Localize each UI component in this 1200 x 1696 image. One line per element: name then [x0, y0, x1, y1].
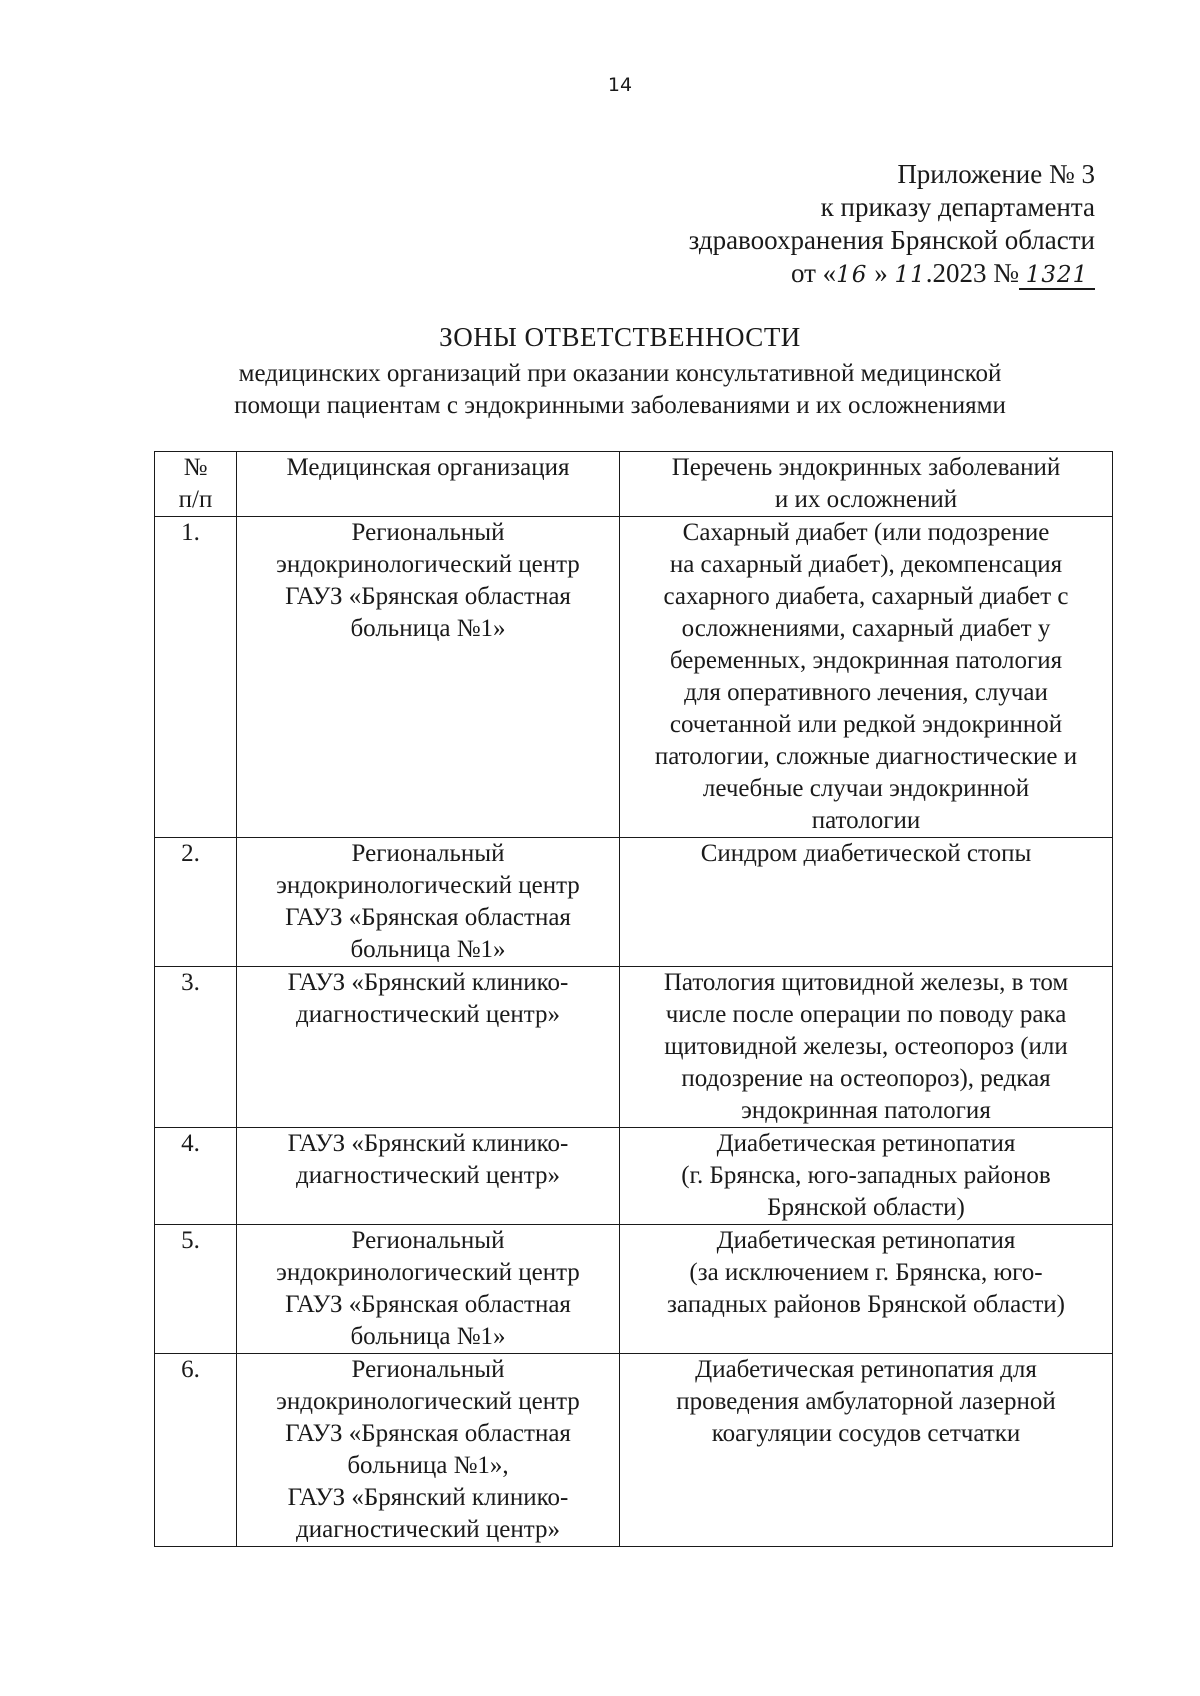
org-line: больница №1» — [350, 615, 506, 642]
row-disease-list — [620, 838, 1113, 967]
list-line: (г. Брянска, юго-западных районов — [681, 1162, 1051, 1189]
header-organization — [237, 452, 620, 517]
row-disease-list — [620, 1354, 1113, 1547]
appendix-title: Приложение № 3 — [897, 159, 1095, 189]
subtitle-line-1: медицинских организаций при оказании консультативной медицинской — [238, 360, 1002, 387]
org-line: ГАУЗ «Брянский клинико- — [287, 1484, 569, 1511]
date-month-handwritten: 11 — [894, 262, 926, 288]
row-number: 3. — [155, 967, 237, 1128]
date-day-handwritten: 16 — [836, 262, 868, 288]
row-number: 4. — [155, 1128, 237, 1225]
org-line: эндокринологический центр — [276, 551, 580, 578]
header-disease-list — [620, 452, 1113, 517]
table-row — [155, 1354, 1113, 1547]
org-line: ГАУЗ «Брянский клинико- — [287, 969, 569, 996]
appendix-order-ref: к приказу департамента — [820, 192, 1095, 222]
list-line: для оперативного лечения, случаи — [684, 679, 1048, 706]
row-organization — [237, 1225, 620, 1354]
header-number — [155, 452, 237, 517]
date-year: .2023 № — [925, 258, 1019, 288]
list-line: Диабетическая ретинопатия — [716, 1227, 1016, 1254]
table-row — [155, 967, 1113, 1128]
appendix-header — [689, 158, 1095, 292]
list-line: (за исключением г. Брянска, юго- — [689, 1259, 1043, 1286]
org-line: эндокринологический центр — [276, 1388, 580, 1415]
header-number-line-1: № — [183, 454, 208, 481]
org-line: ГАУЗ «Брянская областная — [285, 1291, 571, 1318]
list-line: западных районов Брянской области) — [667, 1291, 1065, 1318]
subtitle-line-2: помощи пациентам с эндокринными заболеваниями и их осложнениями — [234, 392, 1006, 419]
list-line: Диабетическая ретинопатия для — [695, 1356, 1037, 1383]
org-line: Региональный — [351, 519, 505, 546]
row-organization — [237, 517, 620, 838]
row-number: 2. — [155, 838, 237, 967]
order-number-handwritten: 1321 — [1019, 262, 1095, 290]
header-organization-text: Медицинская организация — [286, 454, 570, 481]
list-line: беременных, эндокринная патология — [669, 647, 1063, 674]
row-disease-list — [620, 1225, 1113, 1354]
row-disease-list — [620, 517, 1113, 838]
list-line: эндокринная патология — [741, 1097, 991, 1124]
header-number-line-2: п/п — [178, 486, 213, 513]
row-organization — [237, 1128, 620, 1225]
list-line: подозрение на остеопороз), редкая — [681, 1065, 1051, 1092]
list-line: Сахарный диабет (или подозрение — [682, 519, 1050, 546]
org-line: диагностический центр» — [296, 1516, 560, 1543]
org-line: эндокринологический центр — [276, 872, 580, 899]
org-line: больница №1» — [350, 1323, 506, 1350]
row-number: 6. — [155, 1354, 237, 1547]
table-row — [155, 517, 1113, 838]
table-header-row — [155, 452, 1113, 517]
list-line: на сахарный диабет), декомпенсация — [669, 551, 1063, 578]
table-row — [155, 838, 1113, 967]
list-line: патологии, сложные диагностические и — [654, 743, 1078, 770]
list-line: патологии — [811, 807, 921, 834]
date-prefix: от « — [790, 258, 837, 288]
row-organization — [237, 838, 620, 967]
org-line: эндокринологический центр — [276, 1259, 580, 1286]
org-line: ГАУЗ «Брянская областная — [285, 1420, 571, 1447]
row-disease-list — [620, 1128, 1113, 1225]
table-row — [155, 1225, 1113, 1354]
org-line: ГАУЗ «Брянская областная — [285, 904, 571, 931]
list-line: коагуляции сосудов сетчатки — [711, 1420, 1021, 1447]
row-number: 5. — [155, 1225, 237, 1354]
list-line: сахарного диабета, сахарный диабет с — [663, 583, 1069, 610]
org-line: ГАУЗ «Брянский клинико- — [287, 1130, 569, 1157]
org-line: больница №1», — [347, 1452, 509, 1479]
row-organization — [237, 1354, 620, 1547]
org-line: диагностический центр» — [296, 1162, 560, 1189]
org-line: диагностический центр» — [296, 1001, 560, 1028]
row-number: 1. — [155, 517, 237, 838]
document-title: ЗОНЫ ОТВЕТСТВЕННОСТИ — [439, 322, 801, 352]
list-line: Брянской области) — [767, 1194, 965, 1221]
responsibility-table — [154, 451, 1113, 1547]
org-line: больница №1» — [350, 936, 506, 963]
page-number: 14 — [607, 74, 633, 96]
header-disease-list-line-1: Перечень эндокринных заболеваний — [671, 454, 1061, 481]
document-subtitle — [0, 358, 1200, 422]
list-line: проведения амбулаторной лазерной — [676, 1388, 1056, 1415]
list-line: числе после операции по поводу рака — [665, 1001, 1067, 1028]
list-line: Диабетическая ретинопатия — [716, 1130, 1016, 1157]
row-organization — [237, 967, 620, 1128]
list-line: сочетанной или редкой эндокринной — [669, 711, 1063, 738]
list-line: лечебные случаи эндокринной — [702, 775, 1030, 802]
list-line: Синдром диабетической стопы — [700, 840, 1032, 867]
date-mid: » — [867, 258, 895, 288]
org-line: Региональный — [351, 1356, 505, 1383]
appendix-date-line — [689, 257, 1095, 292]
org-line: Региональный — [351, 840, 505, 867]
header-disease-list-line-2: и их осложнений — [774, 486, 958, 513]
list-line: щитовидной железы, остеопороз (или — [664, 1033, 1068, 1060]
list-line: Патология щитовидной железы, в том — [663, 969, 1069, 996]
org-line: ГАУЗ «Брянская областная — [285, 583, 571, 610]
table-row — [155, 1128, 1113, 1225]
org-line: Региональный — [351, 1227, 505, 1254]
row-disease-list — [620, 967, 1113, 1128]
appendix-department: здравоохранения Брянской области — [688, 225, 1095, 255]
list-line: осложнениями, сахарный диабет у — [681, 615, 1051, 642]
